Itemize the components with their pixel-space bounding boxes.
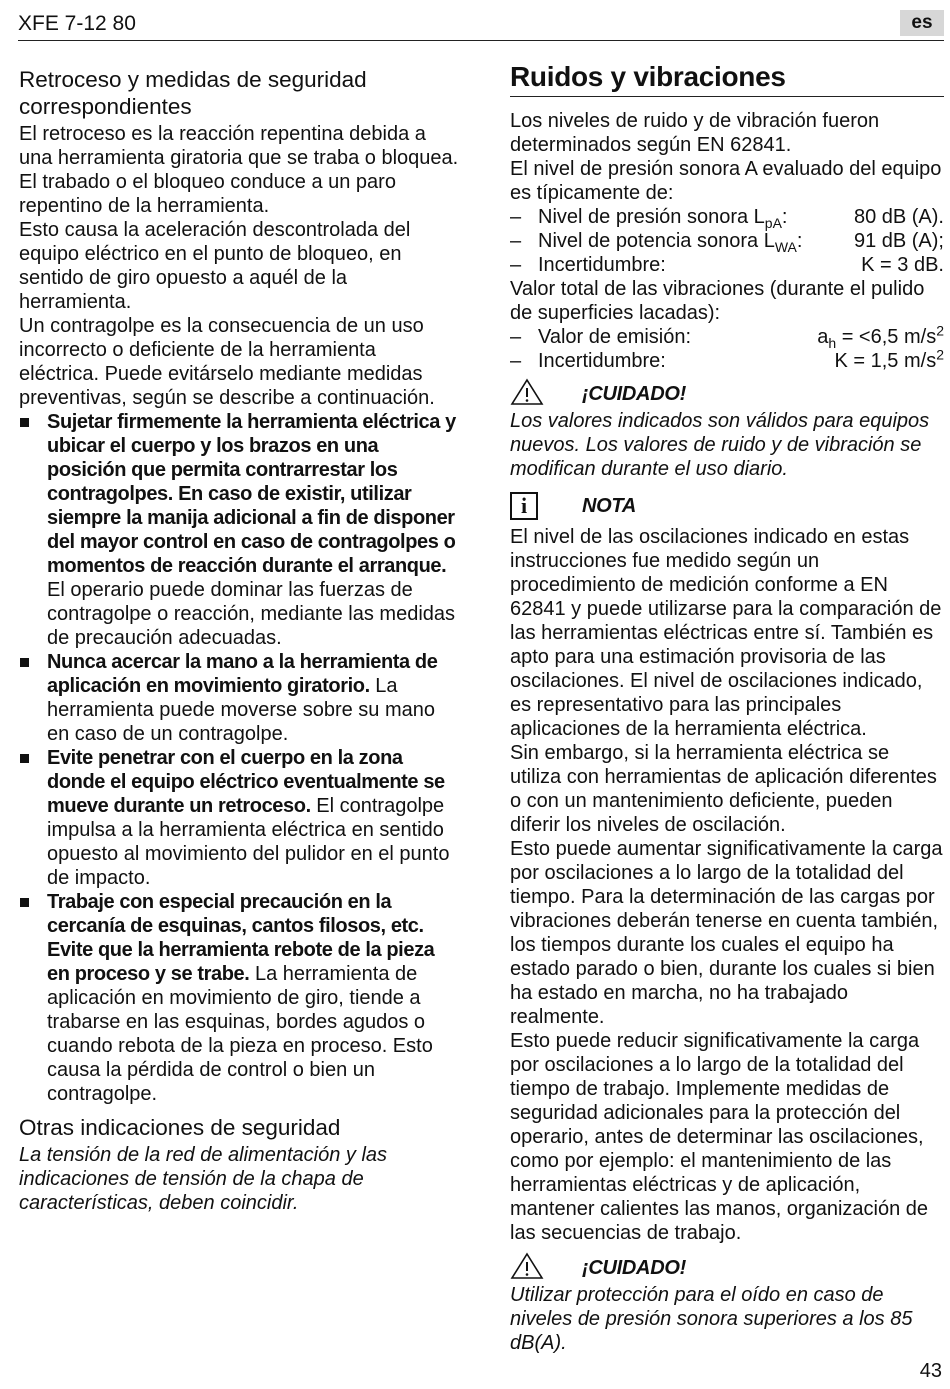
left-column	[19, 60, 459, 1215]
otras-text: La tensión de la red de alimentación y las indicaciones de tensión de la chapa de características, deben coincidir.	[19, 1144, 388, 1214]
note-header	[510, 491, 944, 521]
intro-paragraph-1: El retroceso es la reacción repentina debida a una herramienta giratoria que se traba o bloquea. El trabado o el bloqueo conduce a un paro repentino de la herramienta.	[19, 123, 459, 217]
noise-colon: :	[796, 230, 803, 252]
bullet-text: La herramienta de aplicación en movimiento de giro, tiende a trabarse en las esquinas, bordes agudos o cuando rebota de la pieza en proceso. Esto causa la pérdida de control o bien un contragolpe.	[47, 963, 433, 1105]
warning-triangle-icon	[510, 378, 582, 411]
noise-label: Nivel de potencia sonora L	[538, 230, 775, 252]
bullet-bold-text: Evite penetrar con el cuerpo en la zona donde el equipo eléctrico eventualmente se mueve durante un retroceso.	[47, 747, 445, 817]
right-column	[510, 60, 944, 1355]
bullet-bold-text: Sujetar firmemente la herramienta eléctrica y ubicar el cuerpo y los brazos en una posición que permita contrarrestar los contragolpes. En caso de existir, utilizar siempre la manija adicional a fin de disponer del mayor control en caso de contragolpes o momentos de reacción durante el arranque.	[47, 411, 456, 577]
noise-subscript: WA	[774, 239, 797, 255]
vibration-row	[510, 322, 944, 351]
ruidos-paragraph-2: El nivel de presión sonora A evaluado del equipo es típicamente de:	[510, 158, 942, 204]
note-paragraph-4: Esto puede reducir significativamente la carga por oscilaciones a lo largo de la totalidad del tiempo de trabajo. Implemente medidas de seguridad adicionales para la protección del operario, antes de determinar las oscilaciones, como por ejemplo: el mantenimiento de las herramientas eléctricas y de aplicación, mantener calientes las manos, organización de las secuencias de trabajo.	[510, 1030, 929, 1244]
caution-header-2	[510, 1253, 944, 1283]
caution-header	[510, 379, 944, 409]
intro-paragraph-3: Un contragolpe es la consecuencia de un uso incorrecto o deficiente de la herramienta eléctrica. Puede evitárselo mediante medidas preventivas, según se describe a continuación.	[19, 315, 435, 409]
noise-row	[510, 229, 944, 253]
ruidos-paragraph-1: Los niveles de ruido y de vibración fueron determinados según EN 62841.	[510, 110, 880, 156]
bullet-square-icon	[19, 746, 47, 890]
note-title: NOTA	[582, 494, 636, 517]
noise-row	[510, 253, 944, 277]
heading-ruidos: Ruidos y vibraciones	[510, 60, 944, 97]
vibration-value: $a_h = <6,5$ $m/s^2$	[817, 322, 944, 351]
info-icon: i	[510, 492, 582, 520]
noise-colon: :	[781, 206, 788, 228]
vibration-label: Incertidumbre:	[538, 350, 666, 372]
safety-bullet	[19, 890, 459, 1106]
noise-label: Nivel de presión sonora L	[538, 206, 765, 228]
bullet-square-icon	[19, 890, 47, 1106]
noise-value: 80 dB (A).	[853, 206, 944, 228]
caution-title-2: ¡CUIDADO!	[582, 1256, 686, 1279]
heading-retroceso: Retroceso y medidas de seguridad correspondientes	[19, 67, 367, 119]
warning-triangle-icon	[510, 1252, 582, 1285]
note-paragraph-1: El nivel de las oscilaciones indicado en estas instrucciones fue medido según un procedimiento de medición conforme a EN 62841 y puede utilizarse para la comparación de las herramientas eléctricas entre sí. También es apto para una estimación provisoria de las oscilaciones. El nivel de oscilaciones indicado, es representativo para las principales aplicaciones de la herramienta eléctrica.	[510, 526, 942, 740]
vibration-label: Valor de emisión:	[538, 326, 692, 348]
note-paragraph-2: Sin embargo, si la herramienta eléctrica se utiliza con herramientas de aplicación diferentes o con un mantenimiento deficiente, pueden diferir los niveles de oscilación.	[510, 742, 937, 836]
intro-paragraph-2: Esto causa la aceleración descontrolada del equipo eléctrico en el punto de bloqueo, en sentido de giro opuesto a aquél de la herramienta.	[19, 219, 411, 313]
note-paragraph-3: Esto puede aumentar significativamente la carga por oscilaciones a lo largo de la totalidad del tiempo. Para la determinación de las cargas por vibraciones deberán tenerse en cuenta también, los tiempos durante los cuales el equipo ha estado parado o bien, durante los cuales si bien ha estado en marcha, no ha trabajado realmente.	[510, 838, 943, 1028]
caution-text: Los valores indicados son válidos para equipos nuevos. Los valores de ruido y de vibración se modifican durante el uso diario.	[510, 410, 930, 480]
dash-marker: –	[510, 326, 522, 348]
noise-label: Incertidumbre:	[538, 254, 666, 276]
bullet-bold-text: Trabaje con especial precaución en la cercanía de esquinas, cantos filosos, etc. Evite que la herramienta rebote de la pieza en proceso y se trabe.	[47, 891, 435, 985]
bullet-square-icon	[19, 410, 47, 650]
noise-subscript: pA	[764, 215, 782, 231]
noise-value: 91 dB (A);	[853, 230, 944, 252]
page-number: 43	[919, 1360, 942, 1382]
bullet-text: La herramienta puede moverse sobre su mano en caso de un contragolpe.	[47, 675, 435, 745]
bullet-square-icon	[19, 650, 47, 746]
noise-row	[510, 205, 944, 229]
caution-text-2: Utilizar protección para el oído en caso de niveles de presión sonora superiores a los 85 dB(A).	[510, 1284, 913, 1354]
dash-marker: –	[510, 254, 522, 276]
safety-bullet	[19, 650, 459, 746]
bullet-text: El contragolpe impulsa a la herramienta eléctrica en sentido opuesto al movimiento del pulidor en el punto de impacto.	[47, 795, 450, 889]
dash-marker: –	[510, 350, 522, 372]
dash-marker: –	[510, 230, 522, 252]
bullet-text: El operario puede dominar las fuerzas de contragolpe o reacción, mediante las medidas de precaución adecuadas.	[47, 579, 456, 649]
language-badge: es	[900, 10, 944, 36]
model-name: XFE 7-12 80	[18, 12, 136, 35]
heading-otras: Otras indicaciones de seguridad	[19, 1115, 341, 1140]
vibration-value: K = 1,5 $m/s^2$	[834, 346, 944, 372]
safety-bullet	[19, 746, 459, 890]
page-header	[18, 10, 944, 42]
caution-title: ¡CUIDADO!	[582, 382, 686, 405]
vibration-paragraph: Valor total de las vibraciones (durante el pulido de superficies lacadas):	[510, 278, 925, 324]
noise-value: K = 3 dB.	[861, 254, 944, 276]
dash-marker: –	[510, 206, 522, 228]
vibration-row	[510, 346, 944, 373]
safety-bullet	[19, 410, 459, 650]
header-divider	[18, 40, 944, 41]
bullet-bold-text: Nunca acercar la mano a la herramienta de aplicación en movimiento giratorio.	[47, 651, 438, 697]
